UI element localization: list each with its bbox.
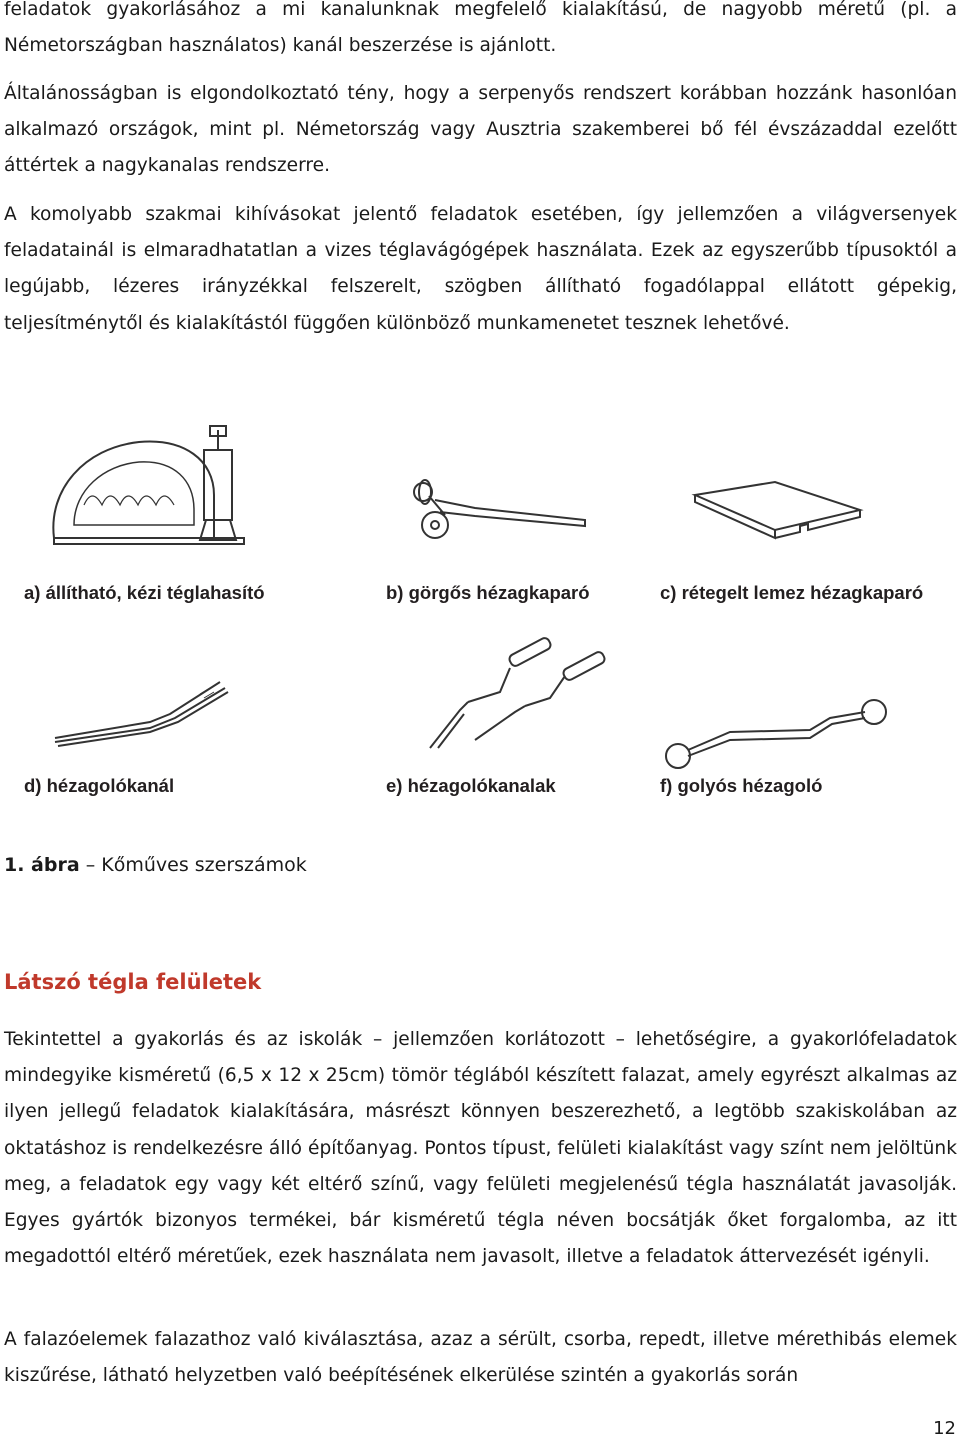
tool-illustration-jointing-trowels [420, 640, 620, 750]
figure-caption [4, 851, 307, 879]
tool-illustration-roller-scraper [395, 470, 595, 550]
figure-label-b: b) görgős hézagkaparó [386, 582, 590, 603]
paragraph-brick-cutting-machines: A komolyabb szakmai kihívásokat jelentő feladatok esetében, így jellemzően a világversenyek feladatainál is elmaradhatatlan a vizes téglavágógépek használata. Ezek az egyszerűbb típusoktól a legújabb, lézeres irányzékkal felszerelt, szögben állítható fogadólappal ellátott gépekig, teljesítménytől és kialakítástól függően különböző munkamenetet tesznek lehetővé. [4, 204, 957, 334]
figure-label-a: a) állítható, kézi téglahasító [24, 582, 265, 603]
paragraph-spoon-recommendation: feladatok gyakorlásához a mi kanalunknak megfelelő kialakítású, de nagyobb méretű (pl. a Németországban használatos) kanál beszerzése is ajánlott. [4, 0, 957, 57]
paragraph-practice-bricks: Tekintettel a gyakorlás és az iskolák – jellemzően korlátozott – lehetőségire, a gyakorlófeladatok mindegyike kisméretű (6,5 x 12 x 25cm) tömör téglából készített falazat, amely egyrészt alkalmas az ilyen jellegű feladatok kialakítására, másrészt könnyen beszerezhető, a legtöbb szakiskolában az oktatáshoz is rendelkezésre álló építőanyag. Pontos típust, felületi kialakítást vagy színt nem jelöltünk meg, a feladatok egy vagy két eltérő színű, vagy felületi megjelenésű tégla használatát javasolják. Egyes gyártók bizonyos termékei, bár kisméretű tégla néven bocsátják őket forgalomba, az itt megadottól eltérő méretűek, ezek használata nem javasolt, illetve a feladatok áttervezését igényli. [4, 1029, 957, 1268]
figure-caption-text: – Kőműves szerszámok [79, 854, 307, 876]
section-heading: Látszó tégla felületek [4, 970, 262, 994]
page-number: 12 [933, 1418, 956, 1439]
tool-illustration-brick-splitter [44, 420, 274, 570]
figure-label-e: e) hézagolókanalak [386, 775, 556, 796]
figure-label-c: c) rétegelt lemez hézagkaparó [660, 582, 924, 603]
figure-label-d: d) hézagolókanál [24, 775, 175, 796]
tool-illustration-plywood-scraper [690, 480, 870, 550]
tool-illustration-ball-jointer [660, 690, 890, 780]
paragraph-system-change: Általánosságban is elgondolkoztató tény, hogy a serpenyős rendszert korábban hozzánk hasonlóan alkalmazó országok, mint pl. Németország vagy Ausztria szakemberei bő fél évszázaddal ezelőtt áttértek a nagykanalas rendszerre. [4, 83, 957, 177]
tool-illustration-jointing-trowel [50, 680, 230, 750]
paragraph-brick-selection: A falazóelemek falazathoz való kiválasztása, azaz a sérült, csorba, repedt, illetve mérethibás elemek kiszűrése, látható helyzetben való beépítésének elkerülése szintén a gyakorlás során [4, 1329, 957, 1387]
figure-label-f: f) golyós hézagoló [660, 775, 823, 796]
figure-caption-number: 1. ábra [4, 854, 80, 876]
